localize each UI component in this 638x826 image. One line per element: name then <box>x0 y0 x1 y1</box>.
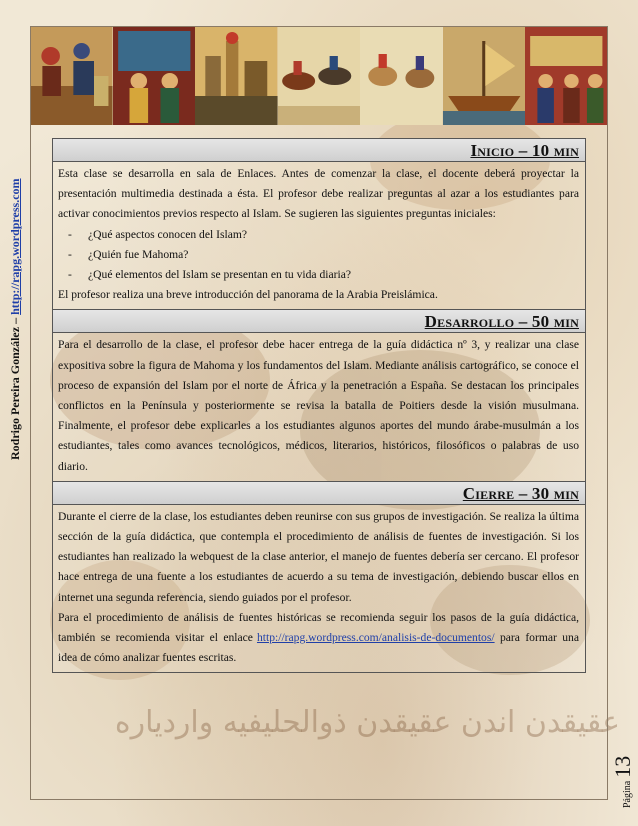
author-blog-link[interactable]: http://rapg.wordpress.com <box>8 178 22 315</box>
question-item: - ¿Quién fue Mahoma? <box>68 247 189 261</box>
arabic-calligraphy-watermark: عقيقدن اندن عقيقدن ذوالحليفيه واردياره <box>114 705 620 740</box>
cierre-paragraph-1: Durante el cierre de la clase, los estudiantes deben reunirse con sus grupos de investigación. Se realiza la última sección de la guía didáctica, que contempla el procedimiento de análisis de fuentes de investigación. Si los estudiantes han realizado la webquest de la clase anterior, el manejo de fuentes debería ser cercano. El profesor hace entrega de una fuente a los estudiantes de acuerdo a su tema de investigación, debiendo buscar ellos en internet una segunda referencia, siendo guiados por el profesor. <box>58 509 579 604</box>
lesson-plan-table <box>52 138 586 673</box>
section-header-inicio: Inicio – 10 min <box>53 139 585 162</box>
section-body-inicio <box>53 162 585 310</box>
section-body-desarrollo <box>53 333 585 481</box>
page-number <box>610 756 636 808</box>
section-header-desarrollo: Desarrollo – 50 min <box>53 310 585 333</box>
inicio-closing: El profesor realiza una breve introducción del panorama de la Arabia Preislámica. <box>58 288 438 302</box>
author-name: Rodrigo Pereira González – <box>8 314 22 460</box>
desarrollo-text: Para el desarrollo de la clase, el profesor debe hacer entrega de la guía didáctica nº 3, y realizar una clase expositiva sobre la figura de Mahoma y los fundamentos del Islam. Mediante análisis cartográfico, se conoce el proceso de expansión del Islam por el norte de África y la penetración a España. Se destacan los principales conflictos en la Península y posteriormente se revisa la batalla de Poitiers desde la visión musulmana. Finalmente, el profesor debe explicarles a los estudiantes algunos aportes del mundo árabe-musulmán a los estudiantes, tales como avances tecnológicos, médicos, literarios, históricos, filosóficos o palabras de uso diario. <box>58 338 579 473</box>
analysis-documents-link[interactable]: http://rapg.wordpress.com/analisis-de-documentos/ <box>256 631 495 645</box>
page-number-value: 13 <box>610 755 635 778</box>
author-credit <box>8 178 23 460</box>
question-item: - ¿Qué elementos del Islam se presentan en tu vida diaria? <box>68 268 352 282</box>
cierre-paragraph-2: Para el procedimiento de análisis de fuentes históricas se recomienda seguir los pasos de la guía didáctica, también se recomienda visitar el enlace http://rapg.wordpress.com/analisis-de-documentos/ para formar una idea de cómo analizar fuentes escritas. <box>58 610 579 665</box>
inicio-intro: Esta clase se desarrolla en sala de Enlaces. Antes de comenzar la clase, el docente deberá proyectar la presentación multimedia destinada a ésta. El profesor debe realizar preguntas al azar a los estudiantes para activar conocimientos previos respecto al Islam. Se sugieren las siguientes preguntas iniciales: <box>58 167 579 221</box>
section-body-cierre <box>53 505 585 673</box>
section-header-cierre: Cierre – 30 min <box>53 482 585 505</box>
question-item: - ¿Qué aspectos conocen del Islam? <box>68 227 248 241</box>
page-label: Página <box>622 780 633 808</box>
